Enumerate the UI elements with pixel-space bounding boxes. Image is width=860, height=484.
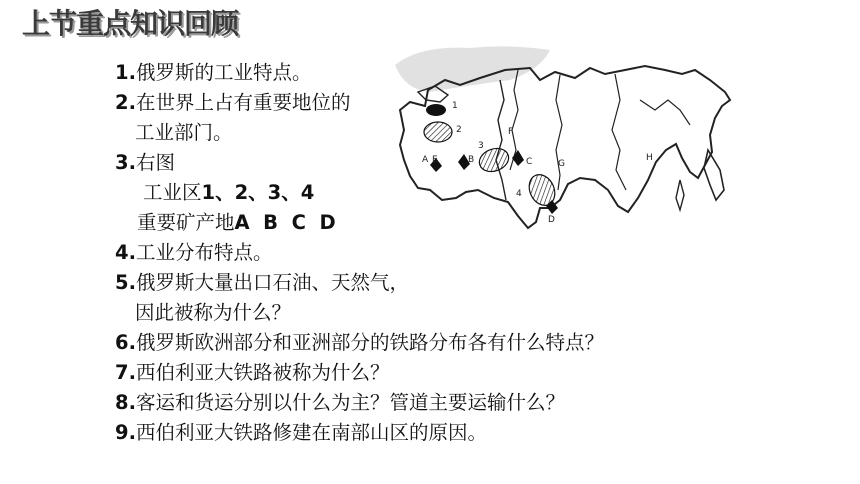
map-label-h: H [646,153,653,163]
question-number: 1. [115,61,136,84]
question-number: 7. [115,361,136,384]
question-number: 4. [115,241,136,264]
question-number: 8. [115,391,136,414]
question-text: 右图 [135,151,175,174]
question-number: 5. [115,271,136,294]
ural-boundary [496,80,506,200]
mineral-site-c [512,150,524,166]
question-text: 客运和货运分别以什么为主？管道主要运输什么？ [135,391,565,414]
question-text: 在世界上占有重要地位的 [135,91,351,114]
question-9 [115,418,604,448]
river-line-g [556,75,562,190]
kamchatka [704,150,724,200]
question-5 [115,268,604,298]
question-number: 6. [115,331,136,354]
question-number: 9. [115,421,136,444]
slide-title: 上节重点知识回顾 [22,7,239,40]
question-text: 俄罗斯的工业特点。 [135,61,312,84]
question-text: 西伯利亚大铁路被称为什么？ [135,361,390,384]
river-line-h [612,74,626,190]
question-text: 工业分布特点。 [135,241,273,264]
map-label-f: F [508,127,514,137]
question-8 [115,388,604,418]
map-label-g: G [558,159,565,169]
question-6 [115,328,604,358]
question-text: 西伯利亚大铁路修建在南部山区的原因。 [135,421,487,444]
sakhalin [676,180,684,210]
east-boundary [640,100,690,125]
question-number: 2. [115,91,136,114]
russia-outline [400,66,730,228]
question-7 [115,358,604,388]
map-label-2: 2 [456,125,462,135]
map-label-4: 4 [516,189,522,199]
question-text: 俄罗斯欧洲部分和亚洲部分的铁路分布各有什么特点？ [135,331,604,354]
map-label-e: E [432,155,438,165]
industrial-zone-numbers: 1、2、3、4 [201,181,315,204]
map-label-a: A [422,155,429,165]
map-label-c: C [526,157,533,167]
industrial-zone-2 [424,122,452,142]
map-label-1: 1 [452,101,458,111]
russia-map [390,40,735,245]
map-label-3: 3 [478,141,484,151]
question-number: 3. [115,151,136,174]
industrial-zone-label: 工业区 [143,181,202,204]
map-label-d: D [548,215,555,225]
question-2-continuation: 工业部门。 [135,121,233,144]
map-label-b: B [468,155,475,165]
mineral-site-letters: A B C D [234,211,336,234]
question-5-continuation: 因此被称为什么？ [135,301,292,324]
industrial-zone-1 [426,104,446,116]
question-text: 俄罗斯大量出口石油、天然气， [135,271,409,294]
mineral-site-label: 重要矿产地 [137,211,235,234]
